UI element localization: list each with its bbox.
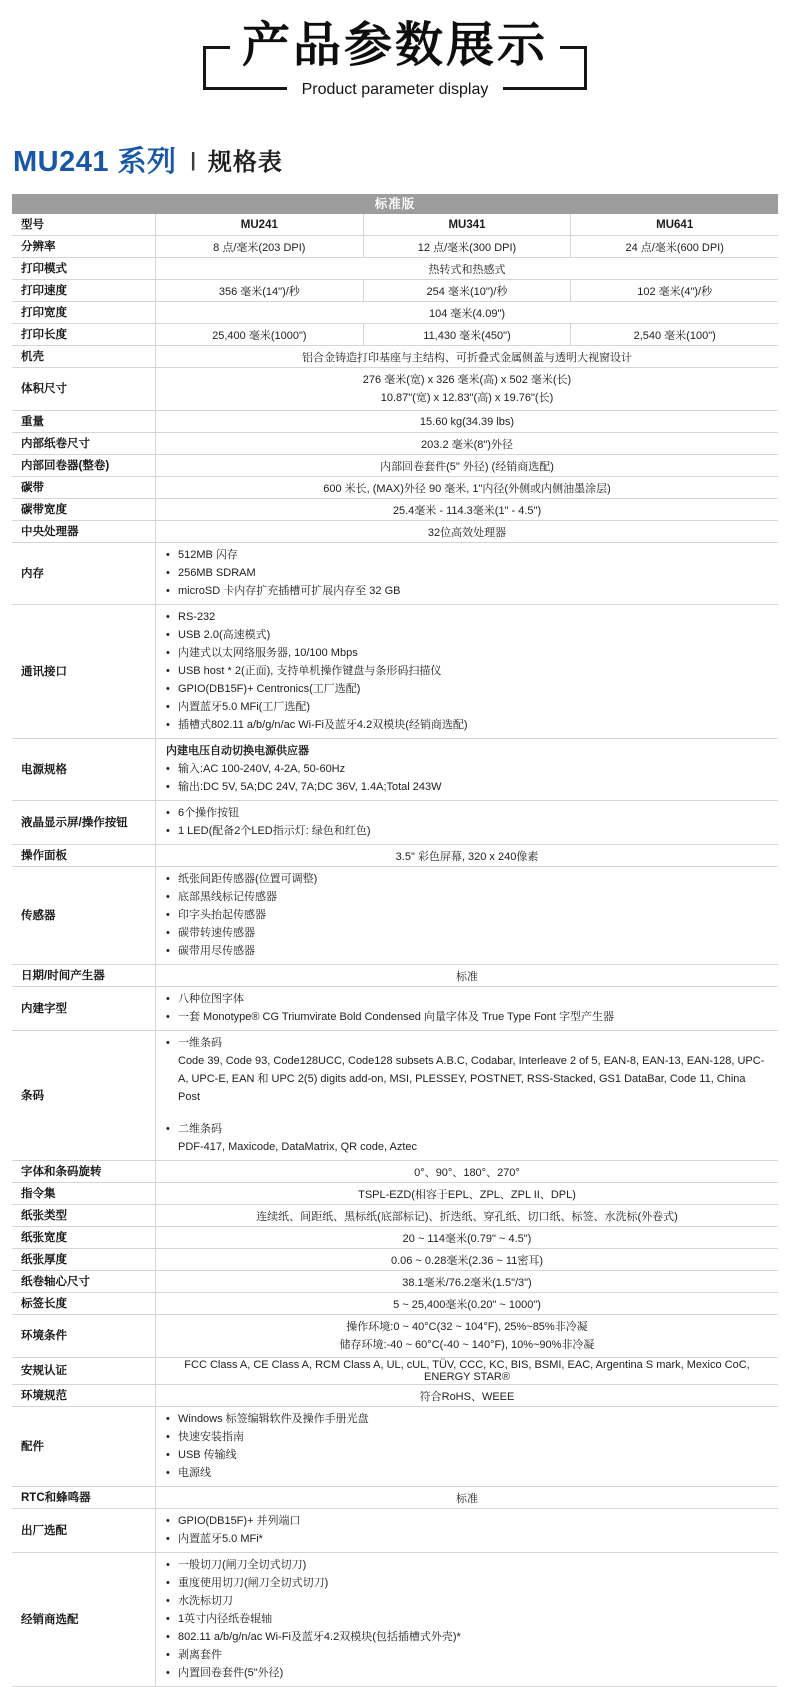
spec-b-mark: • bbox=[166, 1649, 170, 1661]
spec-b-item bbox=[166, 870, 766, 888]
spec-content bbox=[156, 987, 778, 1030]
spec-b-item bbox=[166, 1646, 766, 1664]
spec-b-body: 6个操作按钮 bbox=[178, 807, 240, 819]
row-value: 15.60 kg(34.39 lbs) bbox=[419, 415, 515, 428]
row-label: 经销商选配 bbox=[12, 1553, 156, 1686]
spec-b-item bbox=[166, 1008, 766, 1026]
spec-row bbox=[12, 433, 778, 455]
spec-b-body: 输出:DC 5V, 5A;DC 24V, 7A;DC 36V, 1.4A;Total 243W bbox=[178, 781, 442, 793]
spec-b-item bbox=[166, 804, 766, 822]
spec-b-item bbox=[166, 662, 766, 680]
row-label: 碳带宽度 bbox=[12, 499, 156, 520]
spec-content bbox=[156, 1553, 778, 1686]
spec-b-body: 碳带用尽传感器 bbox=[178, 945, 255, 957]
spec-b-mark: • bbox=[166, 701, 170, 713]
row-value: 连续纸、间距纸、黑标纸(底部标记)、折迭纸、穿孔纸、切口纸、标签、水洗标(外卷式) bbox=[256, 1210, 678, 1223]
row-label: 内存 bbox=[12, 543, 156, 604]
spec-row bbox=[12, 499, 778, 521]
spec-b-mark: • bbox=[166, 1011, 170, 1023]
spec-b-body: 碳带转速传感器 bbox=[178, 927, 255, 939]
row-label: 碳带 bbox=[12, 477, 156, 498]
spec-b-mark: • bbox=[166, 1533, 170, 1545]
row-value: 11,430 毫米(450") bbox=[364, 324, 572, 345]
spec-b-body: 重度使用切刀(闸刀全切式切刀) bbox=[178, 1577, 329, 1589]
spec-b-body: 802.11 a/b/g/n/ac Wi-Fi及蓝牙4.2双模块(包括插槽式外壳)* bbox=[178, 1631, 461, 1643]
spec-b-body: 插槽式802.11 a/b/g/n/ac Wi-Fi及蓝牙4.2双模块(经销商选配) bbox=[178, 719, 468, 731]
row-value: 24 点/毫米(600 DPI) bbox=[625, 241, 724, 254]
spec-b-body: 剥离套件 bbox=[178, 1649, 222, 1661]
row-label: 型号 bbox=[12, 214, 156, 235]
row-value: MU341 bbox=[364, 214, 572, 235]
row-value: 标准 bbox=[456, 970, 478, 983]
spec-row bbox=[12, 324, 778, 346]
spec-content bbox=[156, 739, 778, 800]
spec-b-item bbox=[166, 546, 766, 564]
spec-content bbox=[156, 214, 778, 235]
spec-table-body bbox=[12, 214, 778, 1687]
row-value: 356 毫米(14")/秒 bbox=[156, 280, 364, 301]
spec-b-mark: • bbox=[166, 1631, 170, 1643]
spec-row bbox=[12, 739, 778, 801]
row-label: 打印宽度 bbox=[12, 302, 156, 323]
spec-row bbox=[12, 258, 778, 280]
spec-row bbox=[12, 346, 778, 368]
spec-content bbox=[156, 543, 778, 604]
spec-row bbox=[12, 280, 778, 302]
row-value: 标准 bbox=[456, 1492, 478, 1505]
row-label: 条码 bbox=[12, 1031, 156, 1160]
spec-table bbox=[12, 194, 778, 1687]
spec-b-mark: • bbox=[166, 629, 170, 641]
row-label: 打印速度 bbox=[12, 280, 156, 301]
spec-row bbox=[12, 302, 778, 324]
spec-b-item bbox=[166, 626, 766, 644]
spec-b-body: 一维条码 bbox=[178, 1037, 222, 1049]
spec-content bbox=[156, 605, 778, 738]
spec-b-item bbox=[166, 888, 766, 906]
row-value: 25.4毫米 - 114.3毫米(1" - 4.5") bbox=[392, 504, 542, 517]
spec-b-item bbox=[166, 990, 766, 1008]
spec-b-body: 快速安装指南 bbox=[178, 1431, 244, 1443]
row-label: 纸张宽度 bbox=[12, 1227, 156, 1248]
row-label: 环境条件 bbox=[12, 1315, 156, 1357]
spec-row bbox=[12, 1271, 778, 1293]
spec-b-body: 内置回卷套件(5"外径) bbox=[178, 1667, 284, 1679]
spec-b-body: Windows 标签编辑软件及操作手册光盘 bbox=[178, 1413, 369, 1425]
spec-row bbox=[12, 845, 778, 867]
spec-b-body: 二维条码 bbox=[178, 1123, 222, 1135]
row-label: 中央处理器 bbox=[12, 521, 156, 542]
spec-b-mark: • bbox=[166, 1431, 170, 1443]
row-label: 打印长度 bbox=[12, 324, 156, 345]
spec-b-mark: • bbox=[166, 993, 170, 1005]
spec-b-body: 256MB SDRAM bbox=[178, 567, 256, 579]
spec-b-mark: • bbox=[166, 763, 170, 775]
spec-b-body: 1英寸内径纸卷辊轴 bbox=[178, 1613, 273, 1625]
spec-b-body: 一套 Monotype® CG Triumvirate Bold Condensed 向量字体及 True Type Font 字型产生器 bbox=[178, 1011, 615, 1023]
row-value: 热转式和热感式 bbox=[428, 263, 506, 276]
spec-linec: 储存环境:-40 ~ 60°C(-40 ~ 140°F), 10%~90%非冷凝 bbox=[339, 1339, 595, 1351]
spec-b-body: 八种位图字体 bbox=[178, 993, 244, 1005]
row-label: 重量 bbox=[12, 411, 156, 432]
spec-content bbox=[156, 280, 778, 301]
row-value: 32位高效处理器 bbox=[427, 526, 507, 539]
spec-b-item bbox=[166, 906, 766, 924]
page-title: 产品参数展示 bbox=[230, 16, 560, 76]
row-label: 纸张类型 bbox=[12, 1205, 156, 1226]
spec-b-mark: • bbox=[166, 647, 170, 659]
spec-b-mark: • bbox=[166, 945, 170, 957]
spec-b-body: USB 2.0(高速模式) bbox=[178, 629, 271, 641]
spec-b-mark: • bbox=[166, 611, 170, 623]
row-label: 纸张厚度 bbox=[12, 1249, 156, 1270]
spec-linec: 10.87"(宽) x 12.83"(高) x 19.76"(长) bbox=[380, 392, 554, 404]
spec-b-mark: • bbox=[166, 891, 170, 903]
spec-b-item bbox=[166, 1464, 766, 1482]
row-label: 内部纸卷尺寸 bbox=[12, 433, 156, 454]
spec-row bbox=[12, 236, 778, 258]
spec-content bbox=[156, 1315, 778, 1357]
spec-row bbox=[12, 477, 778, 499]
spec-row bbox=[12, 411, 778, 433]
row-value: 3.5" 彩色屏幕, 320 x 240像素 bbox=[395, 850, 539, 863]
row-value: 内部回卷套件(5" 外径) (经销商选配) bbox=[380, 460, 554, 473]
row-value: MU641 bbox=[656, 218, 694, 231]
spec-row bbox=[12, 368, 778, 411]
spec-b-mark: • bbox=[166, 585, 170, 597]
spec-b-mark: • bbox=[166, 567, 170, 579]
spec-b-mark: • bbox=[166, 665, 170, 677]
row-label: 字体和条码旋转 bbox=[12, 1161, 156, 1182]
row-value: 600 米长, (MAX)外径 90 毫米, 1"内径(外侧或内侧油墨涂层) bbox=[323, 482, 611, 495]
spec-row bbox=[12, 1385, 778, 1407]
spec-b-item bbox=[166, 1574, 766, 1592]
spec-b-spacer bbox=[166, 1106, 766, 1120]
spec-b-body: microSD 卡内存扩充插槽可扩展内存至 32 GB bbox=[178, 585, 401, 597]
row-label: 打印模式 bbox=[12, 258, 156, 279]
row-label: 电源规格 bbox=[12, 739, 156, 800]
row-label: 出厂选配 bbox=[12, 1509, 156, 1552]
spec-content bbox=[156, 1407, 778, 1486]
spec-b-mark: • bbox=[166, 549, 170, 561]
row-label: 日期/时间产生器 bbox=[12, 965, 156, 986]
spec-row bbox=[12, 1553, 778, 1687]
spec-row bbox=[12, 1487, 778, 1509]
spec-b-mark: • bbox=[166, 781, 170, 793]
spec-b-mark: • bbox=[166, 1595, 170, 1607]
spec-row bbox=[12, 1161, 778, 1183]
spec-b-body: 内置蓝牙5.0 MFi(工厂选配) bbox=[178, 701, 310, 713]
row-label: 传感器 bbox=[12, 867, 156, 964]
spec-b-mark: • bbox=[166, 1467, 170, 1479]
spec-row bbox=[12, 1509, 778, 1553]
spec-row bbox=[12, 987, 778, 1031]
row-label: 液晶显示屏/操作按钮 bbox=[12, 801, 156, 844]
spec-b-item bbox=[166, 644, 766, 662]
row-label: 指令集 bbox=[12, 1183, 156, 1204]
row-value: 0.06 ~ 0.28毫米(2.36 ~ 11密耳) bbox=[390, 1254, 544, 1267]
spec-b-item bbox=[166, 942, 766, 960]
spec-b-cont: Code 39, Code 93, Code128UCC, Code128 subsets A.B.C, Codabar, Interleave 2 of 5, EAN-8, EAN-13, EAN-128, UPC-A, UPC-E, EAN 和 UPC 2(5) digits add-on, MSI, PLESSEY, POSTNET, RSS-Stacked, GS1 DataBar, Code 11, China Post bbox=[178, 1055, 765, 1103]
spec-b-body: GPIO(DB15F)+ 并列端口 bbox=[178, 1515, 301, 1527]
spec-row bbox=[12, 543, 778, 605]
spec-b-mark: • bbox=[166, 719, 170, 731]
spec-b-mark: • bbox=[166, 825, 170, 837]
spec-b-cont: PDF-417, Maxicode, DataMatrix, QR code, Aztec bbox=[178, 1141, 418, 1153]
row-value: TSPL-EZD(相容于EPL、ZPL、ZPL II、DPL) bbox=[358, 1188, 576, 1201]
spec-content bbox=[156, 1509, 778, 1552]
spec-b-body: GPIO(DB15F)+ Centronics(工厂选配) bbox=[178, 683, 361, 695]
spec-row bbox=[12, 455, 778, 477]
spec-row bbox=[12, 1293, 778, 1315]
spec-table-header: 标准版 bbox=[12, 194, 778, 214]
row-label: 内部回卷器(整卷) bbox=[12, 455, 156, 476]
row-value: MU241 bbox=[156, 214, 364, 235]
spec-b-item bbox=[166, 924, 766, 942]
spec-row bbox=[12, 1205, 778, 1227]
spec-b-mark: • bbox=[166, 683, 170, 695]
spec-b-item bbox=[166, 1446, 766, 1464]
row-value: 符合RoHS、WEEE bbox=[419, 1390, 515, 1403]
row-label: 配件 bbox=[12, 1407, 156, 1486]
spec-row bbox=[12, 214, 778, 236]
spec-b-mark: • bbox=[166, 1515, 170, 1527]
spec-b-mark: • bbox=[166, 927, 170, 939]
spec-b-mark: • bbox=[166, 1559, 170, 1571]
spec-row bbox=[12, 521, 778, 543]
row-label: 分辨率 bbox=[12, 236, 156, 257]
spec-b-item bbox=[166, 1428, 766, 1446]
spec-row bbox=[12, 1249, 778, 1271]
row-label: 通讯接口 bbox=[12, 605, 156, 738]
spec-b-item bbox=[166, 1664, 766, 1682]
spec-row bbox=[12, 1227, 778, 1249]
row-value: 20 ~ 114毫米(0.79" ~ 4.5") bbox=[402, 1232, 532, 1245]
spec-content bbox=[156, 801, 778, 844]
spec-b-item bbox=[166, 1410, 766, 1428]
hero-banner bbox=[0, 0, 790, 101]
spec-content bbox=[156, 324, 778, 345]
spec-b-body: 印字头抬起传感器 bbox=[178, 909, 266, 921]
row-label: 机壳 bbox=[12, 346, 156, 367]
row-label: 标签长度 bbox=[12, 1293, 156, 1314]
spec-b-body: 输入:AC 100-240V, 4-2A, 50-60Hz bbox=[178, 763, 346, 775]
spec-row bbox=[12, 1358, 778, 1385]
spec-row bbox=[12, 605, 778, 739]
series-separator: | bbox=[190, 149, 196, 171]
row-value: 8 点/毫米(203 DPI) bbox=[156, 236, 364, 257]
spec-b-item bbox=[166, 1034, 766, 1052]
spec-b-item bbox=[166, 1628, 766, 1646]
row-value: 25,400 毫米(1000") bbox=[156, 324, 364, 345]
spec-b-mark: • bbox=[166, 807, 170, 819]
spec-linec: 操作环境:0 ~ 40°C(32 ~ 104°F), 25%~85%非冷凝 bbox=[346, 1321, 588, 1333]
row-value: 102 毫米(4")/秒 bbox=[637, 285, 713, 298]
row-value: 0°、90°、180°、270° bbox=[414, 1166, 520, 1179]
row-value: 203.2 毫米(8")外径 bbox=[421, 438, 513, 451]
spec-b-body: 1 LED(配备2个LED指示灯: 绿色和红色) bbox=[178, 825, 371, 837]
row-label: 体积尺寸 bbox=[12, 368, 156, 410]
row-label: 内建字型 bbox=[12, 987, 156, 1030]
spec-b-mark: • bbox=[166, 1449, 170, 1461]
spec-b-body: 一般切刀(闸刀全切式切刀) bbox=[178, 1559, 307, 1571]
row-label: 纸卷轴心尺寸 bbox=[12, 1271, 156, 1292]
spec-b-mark: • bbox=[166, 909, 170, 921]
spec-b-mark: • bbox=[166, 1613, 170, 1625]
row-label: 环境规范 bbox=[12, 1385, 156, 1406]
spec-row bbox=[12, 1315, 778, 1358]
series-subtitle: 规格表 bbox=[207, 149, 283, 176]
row-value: FCC Class A, CE Class A, RCM Class A, UL, cUL, TÜV, CCC, KC, BIS, BSMI, EAC, Argentina S mark, Mexico CoC, ENERGY STAR® bbox=[184, 1359, 750, 1383]
spec-b-mark: • bbox=[166, 1123, 170, 1135]
spec-row bbox=[12, 1031, 778, 1161]
spec-b-mark: • bbox=[166, 1413, 170, 1425]
spec-b-body: 512MB 闪存 bbox=[178, 549, 238, 561]
spec-b-body: 纸张间距传感器(位置可调整) bbox=[178, 873, 318, 885]
row-value: 2,540 毫米(100") bbox=[633, 329, 716, 342]
spec-b-item bbox=[166, 778, 766, 796]
spec-b-body: USB 传输线 bbox=[178, 1449, 237, 1461]
spec-b-item bbox=[166, 1610, 766, 1628]
spec-b-item bbox=[166, 822, 766, 840]
spec-b-item bbox=[166, 564, 766, 582]
spec-b-item bbox=[166, 582, 766, 600]
spec-b-intro: 内建电压自动切换电源供应器 bbox=[166, 745, 309, 757]
spec-b-item bbox=[166, 608, 766, 626]
series-heading bbox=[13, 139, 790, 180]
row-label: 安规认证 bbox=[12, 1358, 156, 1384]
spec-content bbox=[156, 867, 778, 964]
spec-b-body: 电源线 bbox=[178, 1467, 211, 1479]
spec-b-item bbox=[166, 1512, 766, 1530]
row-label: RTC和蜂鸣器 bbox=[12, 1487, 156, 1508]
spec-b-body: RS-232 bbox=[178, 611, 216, 623]
spec-row bbox=[12, 867, 778, 965]
row-value: 38.1毫米/76.2毫米(1.5"/3") bbox=[402, 1276, 532, 1289]
series-name: MU241 系列 bbox=[13, 146, 177, 178]
spec-b-item bbox=[166, 698, 766, 716]
page-subtitle: Product parameter display bbox=[287, 79, 504, 101]
spec-b-body: 底部黑线标记传感器 bbox=[178, 891, 277, 903]
spec-row bbox=[12, 965, 778, 987]
spec-b-item bbox=[166, 760, 766, 778]
spec-row bbox=[12, 1183, 778, 1205]
spec-linec: 276 毫米(宽) x 326 毫米(高) x 502 毫米(长) bbox=[362, 374, 572, 386]
spec-b-item bbox=[166, 1592, 766, 1610]
spec-b-mark: • bbox=[166, 873, 170, 885]
spec-b-item bbox=[166, 1120, 766, 1138]
spec-b-body: USB host * 2(正面), 支持单机操作键盘与条形码扫描仪 bbox=[178, 665, 442, 677]
spec-content bbox=[156, 236, 778, 257]
spec-b-item bbox=[166, 1556, 766, 1574]
spec-b-item bbox=[166, 716, 766, 734]
spec-b-mark: • bbox=[166, 1667, 170, 1679]
spec-content bbox=[156, 368, 778, 410]
row-value: 12 点/毫米(300 DPI) bbox=[364, 236, 572, 257]
spec-b-item bbox=[166, 680, 766, 698]
row-label: 操作面板 bbox=[12, 845, 156, 866]
spec-b-mark: • bbox=[166, 1037, 170, 1049]
spec-b-body: 内建式以太网络服务器, 10/100 Mbps bbox=[178, 647, 358, 659]
hero-frame bbox=[203, 16, 587, 101]
spec-b-mark: • bbox=[166, 1577, 170, 1589]
spec-row bbox=[12, 1407, 778, 1487]
spec-content bbox=[156, 1031, 778, 1160]
spec-row bbox=[12, 801, 778, 845]
spec-b-body: 内置蓝牙5.0 MFi* bbox=[178, 1533, 263, 1545]
spec-b-item bbox=[166, 1530, 766, 1548]
row-value: 铝合金铸造打印基座与主结构、可折叠式金属侧盖与透明大视窗设计 bbox=[302, 351, 632, 364]
row-value: 254 毫米(10")/秒 bbox=[364, 280, 572, 301]
row-value: 5 ~ 25,400毫米(0.20" ~ 1000") bbox=[393, 1298, 541, 1311]
row-value: 104 毫米(4.09") bbox=[428, 307, 506, 320]
spec-b-body: 水洗标切刀 bbox=[178, 1595, 233, 1607]
